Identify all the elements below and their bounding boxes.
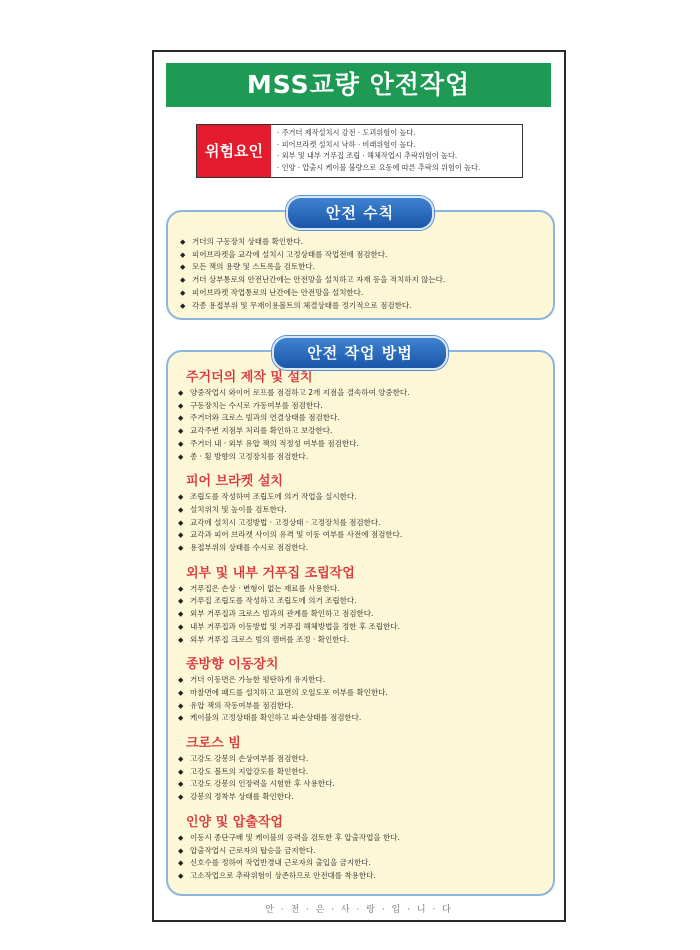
risk-factor-list	[277, 127, 520, 173]
safety-poster	[152, 50, 566, 922]
list-item: ◆ 용접부위의 상태를 수시로 점검한다.	[176, 542, 553, 555]
method-section	[168, 814, 553, 883]
section-heading: 피어 브라켓 설치	[186, 474, 283, 490]
method-section	[168, 369, 553, 463]
risk-factor-box	[196, 124, 523, 178]
section-list	[176, 674, 553, 725]
list-item: ◆ 거더 이동면은 가능한 평탄하게 유지한다.	[176, 674, 553, 687]
safe-work-methods-heading: 안전 작업 방법	[272, 336, 448, 370]
list-item: ◆ 고소작업으로 추락위험이 상존하므로 안전대를 착용한다.	[176, 870, 553, 883]
list-item: ◆ 거더의 구동장치 상태를 확인한다.	[178, 236, 445, 249]
list-item: ◆ 거푸집은 손상 · 변형이 없는 재료를 사용한다.	[176, 583, 553, 596]
list-item: ◆ 이동시 종단구배 및 케이블의 응력을 검토한 후 압출작업을 한다.	[176, 832, 553, 845]
section-heading: 인양 및 압출작업	[186, 814, 283, 830]
list-item: ◆ 주거더와 크로스 빔과의 연결상태를 점검한다.	[176, 412, 553, 425]
safety-rules-heading: 안전 수칙	[286, 196, 434, 230]
list-item: ◆ 거푸집 조립도를 작성하고 조립도에 의거 조립한다.	[176, 595, 553, 608]
section-heading: 주거더의 제작 및 설치	[186, 370, 313, 385]
poster-title: MSS교량 안전작업	[166, 63, 551, 107]
section-list	[176, 583, 553, 647]
section-list	[176, 491, 553, 555]
list-item: ◆ 거더 상부통로의 안전난간에는 안전망을 설치하고 자재 등을 적치하지 않는다.	[178, 274, 445, 287]
list-item: ◆ 교각에 설치시 고정방법 · 고정상태 · 고정장치를 점검한다.	[176, 517, 553, 530]
list-item: ◆ 피어브라켓 작업통로의 난간에는 안전망을 설치한다.	[178, 287, 445, 300]
section-list	[176, 753, 553, 804]
list-item: ◆ 모든 잭의 용량 및 스트록을 검토한다.	[178, 261, 445, 274]
list-item: ◆ 피어브라켓을 교각에 설치시 고정상태를 작업전에 점검한다.	[178, 249, 445, 262]
list-item: ◆ 외부 거푸집 크로스 빔의 캠버를 조정 · 확인한다.	[176, 634, 553, 647]
list-item: ◆ 교각과 피어 브라켓 사이의 유격 및 이동 여부를 사전에 점검한다.	[176, 529, 553, 542]
method-section	[168, 473, 553, 555]
list-item: ◆ 조립도를 작성하여 조립도에 의거 작업을 실시한다.	[176, 491, 553, 504]
section-heading: 크로스 빔	[186, 736, 241, 752]
method-section	[168, 565, 553, 647]
risk-item: · 주거더 제작설치시 감전 · 도괴위험이 높다.	[277, 128, 416, 137]
methods-content	[168, 369, 553, 883]
list-item: ◆ 유압 잭의 작동여부를 점검한다.	[176, 700, 553, 713]
list-item: ◆ 내부 거푸집과 이동방법 및 거푸집 해체방법을 정한 후 조립한다.	[176, 621, 553, 634]
list-item: ◆ 고강도 볼트의 지압강도를 확인한다.	[176, 766, 553, 779]
risk-factor-label: 위험요인	[197, 125, 271, 177]
list-item: ◆ 케이블의 고정상태를 확인하고 파손상태를 점검한다.	[176, 712, 553, 725]
section-list	[176, 387, 553, 463]
list-item: ◆ 신호수를 정하여 작업반경내 근로자의 출입을 금지한다.	[176, 857, 553, 870]
safe-work-methods-panel	[166, 350, 555, 896]
list-item: ◆ 종 · 횡 방향의 고정장치를 점검한다.	[176, 451, 553, 464]
section-list	[176, 832, 553, 883]
list-item: ◆ 설치위치 및 높이를 검토한다.	[176, 504, 553, 517]
list-item: ◆ 주거더 내 · 외부 유압 잭의 적정성 여부를 점검한다.	[176, 438, 553, 451]
list-item: ◆ 강봉의 정착부 상태를 확인한다.	[176, 791, 553, 804]
method-section	[168, 656, 553, 725]
section-heading: 종방향 이동장치	[186, 657, 279, 673]
risk-item: · 인양 · 압출시 케이블 불량으로 요동에 따른 추락의 위험이 높다.	[277, 162, 481, 172]
list-item: ◆ 고강도 강봉의 인장력을 시험한 후 사용한다.	[176, 778, 553, 791]
risk-item: · 외부 및 내부 거푸집 조립 · 해체작업시 추락위험이 높다.	[277, 151, 458, 160]
list-item: ◆ 양중작업시 와이어 로프를 점검하고 2개 지점을 결속하여 양중한다.	[176, 387, 553, 400]
list-item: ◆ 압출작업시 근로자의 탑승을 금지한다.	[176, 845, 553, 858]
list-item: ◆ 외부 거푸집과 크로스 빔과의 관계를 확인하고 점검한다.	[176, 608, 553, 621]
method-section	[168, 735, 553, 804]
risk-item: · 피어브라켓 설치시 낙하 · 비래위험이 높다.	[277, 139, 416, 149]
list-item: ◆ 마찰면에 패드를 설치하고 표면의 오일도포 여부를 확인한다.	[176, 687, 553, 700]
section-heading: 외부 및 내부 거푸집 조립작업	[186, 565, 355, 581]
list-item: ◆ 구동장치는 수시로 가동여부를 점검한다.	[176, 400, 553, 413]
list-item: ◆ 교각주변 지점부 처리를 확인하고 보강한다.	[176, 425, 553, 438]
list-item: ◆ 고강도 강봉의 손상여부를 점검한다.	[176, 753, 553, 766]
safety-rules-list	[178, 236, 445, 312]
footer-slogan: 안 · 전 · 은 · 사 · 랑 · 입 · 니 · 다	[265, 905, 453, 915]
list-item: ◆ 각종 용접부위 및 무재이용볼트의 체결상태를 정기적으로 점검한다.	[178, 300, 445, 313]
